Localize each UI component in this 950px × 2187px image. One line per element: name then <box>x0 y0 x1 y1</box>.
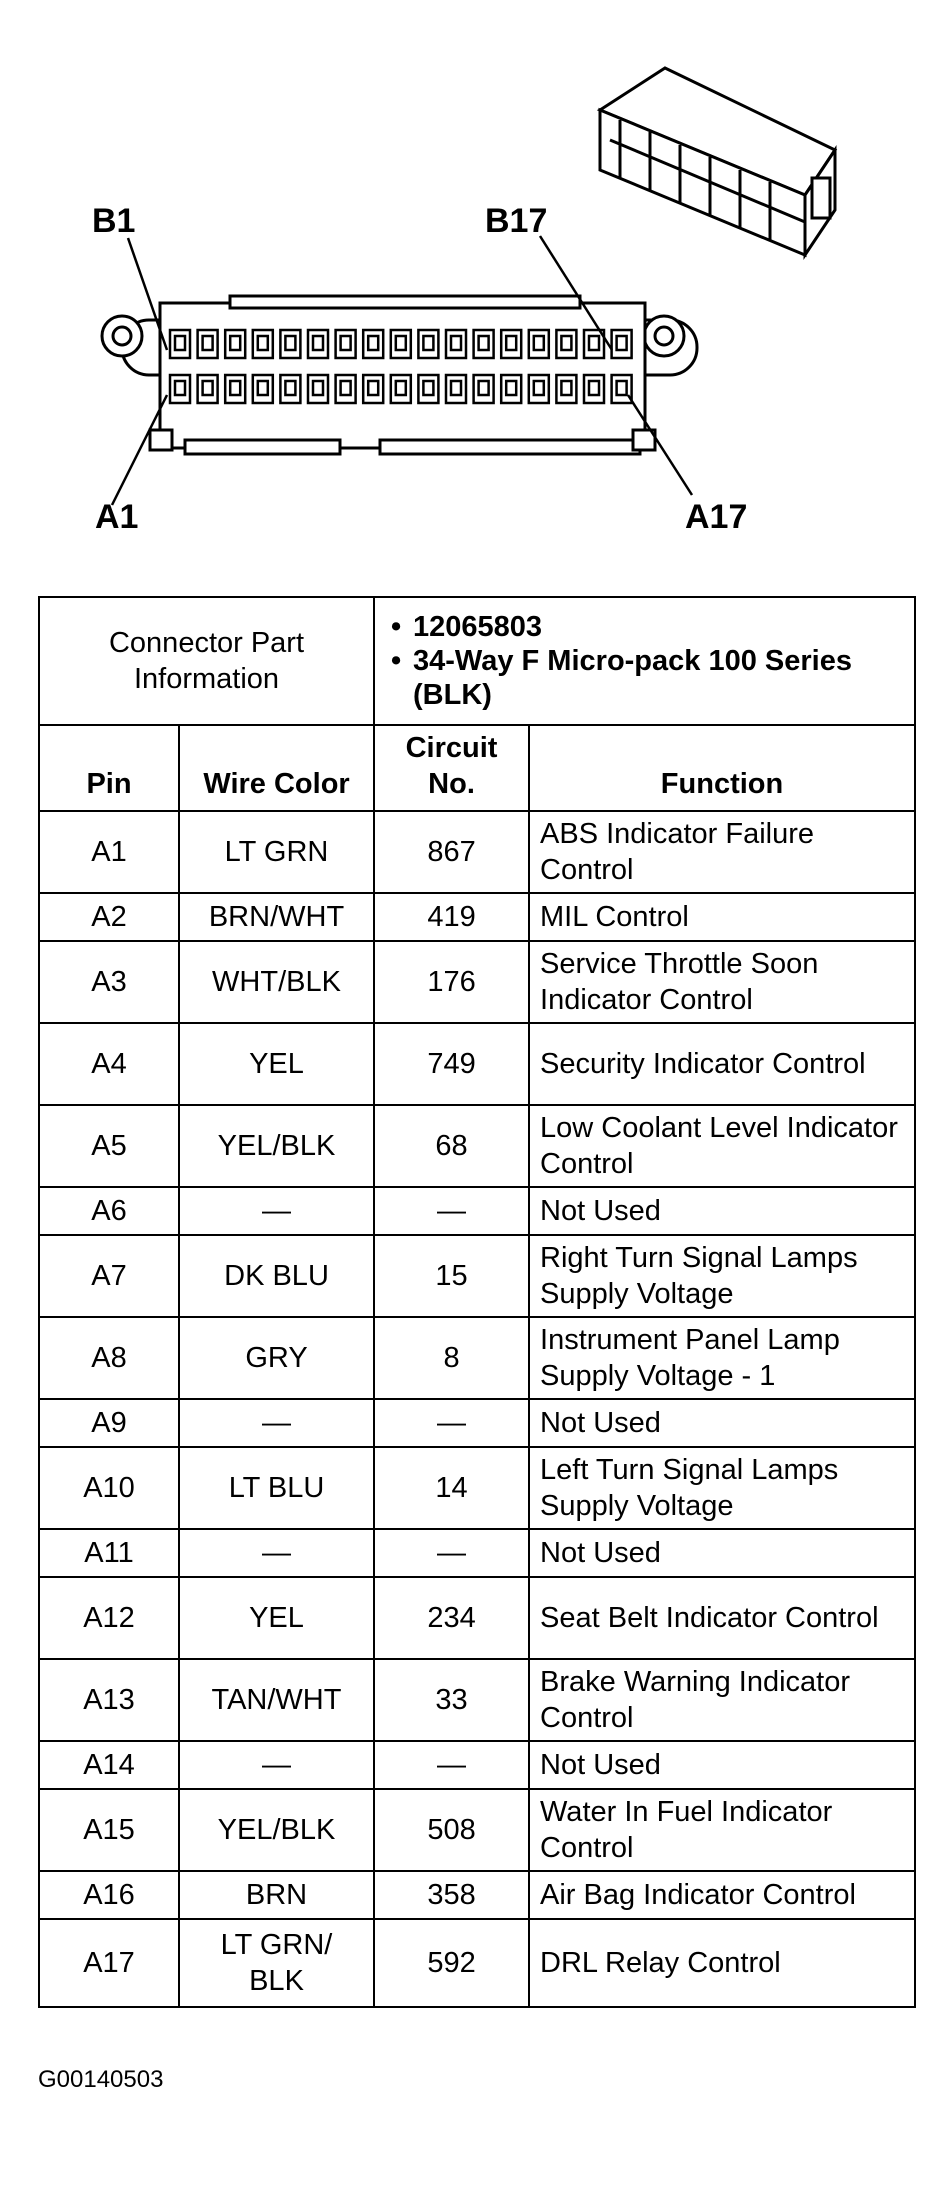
cavity-contact-b6 <box>313 336 323 350</box>
cavity-contact-b9 <box>396 336 406 350</box>
function-cell: Service Throttle Soon Indicator Control <box>529 941 915 1023</box>
col-header-function: Function <box>529 725 915 811</box>
wire-color-cell: LT GRN <box>179 811 374 893</box>
circuit-cell: — <box>374 1529 529 1577</box>
pin-cell: A4 <box>39 1023 179 1105</box>
wire-color-cell: BRN <box>179 1871 374 1919</box>
cavity-contact-b12 <box>479 336 489 350</box>
cavity-contact-a12 <box>479 381 489 395</box>
pin-cell: A14 <box>39 1741 179 1789</box>
pin-cell: A15 <box>39 1789 179 1871</box>
cavity-contact-a11 <box>451 381 461 395</box>
wire-color-cell: — <box>179 1741 374 1789</box>
pin-cell: A12 <box>39 1577 179 1659</box>
cavity-contact-b2 <box>203 336 213 350</box>
circuit-cell: 358 <box>374 1871 529 1919</box>
function-cell: Left Turn Signal Lamps Supply Voltage <box>529 1447 915 1529</box>
pin-cell: A2 <box>39 893 179 941</box>
wire-color-cell: — <box>179 1529 374 1577</box>
pin-cell: A7 <box>39 1235 179 1317</box>
cavity-contact-b14 <box>534 336 544 350</box>
cavity-contact-a10 <box>423 381 433 395</box>
cavity-contact-b11 <box>451 336 461 350</box>
table-row <box>39 1789 915 1871</box>
wire-color-cell: — <box>179 1187 374 1235</box>
function-cell: Right Turn Signal Lamps Supply Voltage <box>529 1235 915 1317</box>
pin-cell: A13 <box>39 1659 179 1741</box>
function-cell: MIL Control <box>529 893 915 941</box>
cavity-contact-b7 <box>341 336 351 350</box>
wire-color-cell: YEL <box>179 1023 374 1105</box>
wire-color-cell: BRN/WHT <box>179 893 374 941</box>
cavity-contact-a3 <box>230 381 240 395</box>
pin-cell: A3 <box>39 941 179 1023</box>
circuit-cell: 592 <box>374 1919 529 2007</box>
cavity-contact-b10 <box>423 336 433 350</box>
circuit-cell: 749 <box>374 1023 529 1105</box>
cavity-contact-a9 <box>396 381 406 395</box>
column-header-row <box>39 725 915 811</box>
wire-color-cell: LT BLU <box>179 1447 374 1529</box>
wire-color-cell: YEL/BLK <box>179 1105 374 1187</box>
col-header-circuit-no: Circuit No. <box>374 725 529 811</box>
pin-label-b1: B1 <box>92 202 136 240</box>
cavity-contact-b17 <box>617 336 627 350</box>
cavity-contact-a14 <box>534 381 544 395</box>
wire-color-cell: WHT/BLK <box>179 941 374 1023</box>
table-row <box>39 1447 915 1529</box>
function-cell: Not Used <box>529 1529 915 1577</box>
cavity-contact-a1 <box>175 381 185 395</box>
cavity-contact-a8 <box>368 381 378 395</box>
function-cell: Water In Fuel Indicator Control <box>529 1789 915 1871</box>
wire-color-cell: YEL <box>179 1577 374 1659</box>
pin-cell: A5 <box>39 1105 179 1187</box>
table-row <box>39 811 915 893</box>
cavity-contact-b8 <box>368 336 378 350</box>
pin-cell: A16 <box>39 1871 179 1919</box>
cavity-contact-b4 <box>258 336 268 350</box>
pin-cell: A8 <box>39 1317 179 1399</box>
circuit-cell: 33 <box>374 1659 529 1741</box>
cavity-contact-b5 <box>285 336 295 350</box>
circuit-cell: 8 <box>374 1317 529 1399</box>
cavity-contact-b1 <box>175 336 185 350</box>
pin-cell: A17 <box>39 1919 179 2007</box>
col-header-pin: Pin <box>39 725 179 811</box>
connector-3d-icon <box>600 68 835 255</box>
cavity-contact-b13 <box>506 336 516 350</box>
cavity-contact-b3 <box>230 336 240 350</box>
pin-cell: A6 <box>39 1187 179 1235</box>
pin-label-a1: A1 <box>95 498 139 536</box>
table-row <box>39 1317 915 1399</box>
pin-cell: A9 <box>39 1399 179 1447</box>
table-row <box>39 1529 915 1577</box>
wire-color-cell: YEL/BLK <box>179 1789 374 1871</box>
circuit-cell: 234 <box>374 1577 529 1659</box>
pin-label-b17: B17 <box>485 202 548 240</box>
circuit-cell: 508 <box>374 1789 529 1871</box>
table-row <box>39 1105 915 1187</box>
circuit-cell: 419 <box>374 893 529 941</box>
connector-part-number: • 12065803 <box>385 610 904 644</box>
table-row <box>39 1659 915 1741</box>
table-row <box>39 1023 915 1105</box>
cavity-contact-a17 <box>617 381 627 395</box>
circuit-cell: — <box>374 1187 529 1235</box>
pin-cell: A11 <box>39 1529 179 1577</box>
function-cell: Instrument Panel Lamp Supply Voltage - 1 <box>529 1317 915 1399</box>
table-row <box>39 1871 915 1919</box>
circuit-cell: 176 <box>374 941 529 1023</box>
pin-cell: A10 <box>39 1447 179 1529</box>
function-cell: Not Used <box>529 1187 915 1235</box>
figure-code: G00140503 <box>38 2066 164 2093</box>
connector-diagram <box>0 0 950 560</box>
wire-color-cell: TAN/WHT <box>179 1659 374 1741</box>
circuit-cell: 15 <box>374 1235 529 1317</box>
function-cell: Security Indicator Control <box>529 1023 915 1105</box>
circuit-cell: — <box>374 1399 529 1447</box>
function-cell: Seat Belt Indicator Control <box>529 1577 915 1659</box>
circuit-cell: 14 <box>374 1447 529 1529</box>
pin-label-a17: A17 <box>685 498 748 536</box>
wire-color-cell: DK BLU <box>179 1235 374 1317</box>
table-row <box>39 1399 915 1447</box>
wire-color-cell: LT GRN/ BLK <box>179 1919 374 2007</box>
cavity-contact-a6 <box>313 381 323 395</box>
table-row <box>39 893 915 941</box>
cavity-contact-a13 <box>506 381 516 395</box>
col-header-wire-color: Wire Color <box>179 725 374 811</box>
connector-info-details <box>374 597 915 725</box>
pin-cell: A1 <box>39 811 179 893</box>
connector-info-label: Connector Part Information <box>39 597 374 725</box>
function-cell: Not Used <box>529 1399 915 1447</box>
table-row <box>39 1187 915 1235</box>
pinout-table <box>38 596 916 2008</box>
cavity-contact-a5 <box>285 381 295 395</box>
cavity-contact-a7 <box>341 381 351 395</box>
connector-info-row <box>39 597 915 725</box>
cavity-contact-a16 <box>589 381 599 395</box>
circuit-cell: 68 <box>374 1105 529 1187</box>
circuit-cell: 867 <box>374 811 529 893</box>
connector-description: • 34-Way F Micro-pack 100 Series (BLK) <box>385 644 904 712</box>
function-cell: DRL Relay Control <box>529 1919 915 2007</box>
cavity-contact-b16 <box>589 336 599 350</box>
cavity-contact-a15 <box>561 381 571 395</box>
function-cell: Low Coolant Level Indicator Control <box>529 1105 915 1187</box>
cavity-contact-a2 <box>203 381 213 395</box>
table-row <box>39 1235 915 1317</box>
function-cell: Not Used <box>529 1741 915 1789</box>
function-cell: Air Bag Indicator Control <box>529 1871 915 1919</box>
wire-color-cell: GRY <box>179 1317 374 1399</box>
table-row <box>39 1919 915 2007</box>
cavity-contact-b15 <box>561 336 571 350</box>
table-row <box>39 1577 915 1659</box>
cavity-contact-a4 <box>258 381 268 395</box>
function-cell: ABS Indicator Failure Control <box>529 811 915 893</box>
table-row <box>39 1741 915 1789</box>
function-cell: Brake Warning Indicator Control <box>529 1659 915 1741</box>
circuit-cell: — <box>374 1741 529 1789</box>
wire-color-cell: — <box>179 1399 374 1447</box>
table-row <box>39 941 915 1023</box>
